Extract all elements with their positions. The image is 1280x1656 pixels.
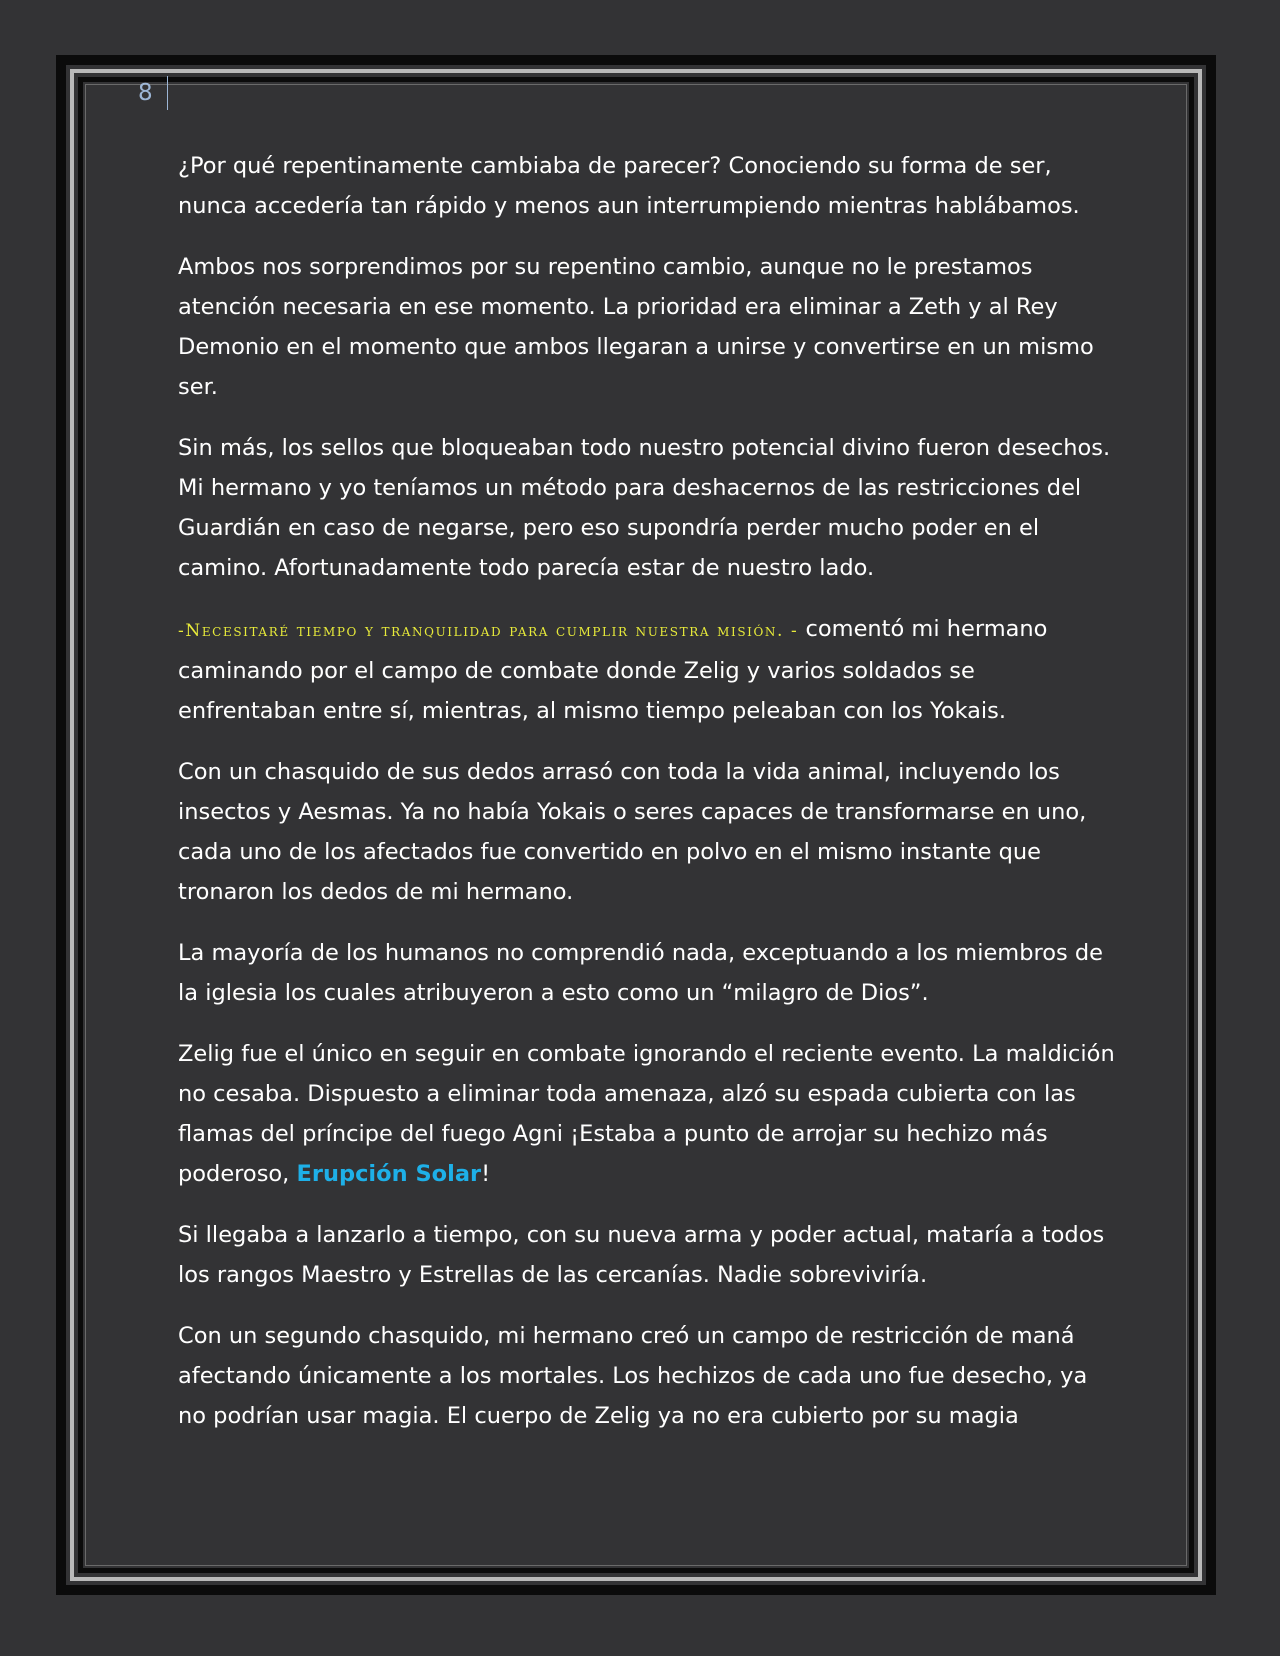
page-body — [178, 146, 1118, 1457]
paragraph-5: Con un chasquido de sus dedos arrasó con toda la vida animal, incluyendo los insectos y Aesmas. Ya no había Yokais o seres capaces de transformarse en uno, cada uno de los afectados fue convertido en polvo en el mismo instante que tronaron los dedos de mi hermano. — [178, 759, 1087, 905]
paragraph-7 — [178, 1034, 1118, 1194]
page-number: 8 — [138, 76, 168, 110]
paragraph-4-narration: comentó mi hermano caminando por el campo de combate donde Zelig y varios soldados se enfrentaban entre sí, mientras, al mismo tiempo peleaban con los Yokais. — [178, 616, 1048, 724]
paragraph-7-text: Zelig fue el único en seguir en combate ignorando el reciente evento. La maldición no cesaba. Dispuesto a eliminar toda amenaza, alzó su espada cubierta con las flamas del príncipe del fuego Agni ¡Estaba a punto de arrojar su hechizo más poderoso, — [178, 1041, 1115, 1187]
paragraph-6: La mayoría de los humanos no comprendió nada, exceptuando a los miembros de la iglesia los cuales atribuyeron a esto como un “milagro de Dios”. — [178, 940, 1104, 1006]
paragraph-7-end: ! — [481, 1161, 491, 1187]
spell-name: Erupción Solar — [296, 1161, 482, 1187]
paragraph-9: Con un segundo chasquido, mi hermano creó un campo de restricción de maná afectando únicamente a los mortales. Los hechizos de cada uno fue desecho, ya no podrían usar magia. El cuerpo de Zelig ya no era cubierto por su magia — [178, 1323, 1088, 1429]
paragraph-2: Ambos nos sorprendimos por su repentino cambio, aunque no le prestamos atención necesaria en ese momento. La prioridad era eliminar a Zeth y al Rey Demonio en el momento que ambos llegaran a unirse y convertirse en un mismo ser. — [178, 254, 1094, 400]
paragraph-1: ¿Por qué repentinamente cambiaba de parecer? Conociendo su forma de ser, nunca accedería tan rápido y menos aun interrumpiendo mientras hablábamos. — [178, 153, 1080, 219]
paragraph-8: Si llegaba a lanzarlo a tiempo, con su nueva arma y poder actual, mataría a todos los rangos Maestro y Estrellas de las cercanías. Nadie sobreviviría. — [178, 1222, 1105, 1288]
dialogue-line: -Necesitaré tiempo y tranquilidad para cumplir nuestra misión. - — [178, 621, 799, 641]
paragraph-3: Sin más, los sellos que bloqueaban todo nuestro potencial divino fueron desechos. Mi hermano y yo teníamos un método para deshacernos de las restricciones del Guardián en caso de negarse, pero eso supondría perder mucho poder en el camino. Afortunadamente todo parecía estar de nuestro lado. — [178, 435, 1111, 581]
paragraph-4 — [178, 609, 1118, 731]
